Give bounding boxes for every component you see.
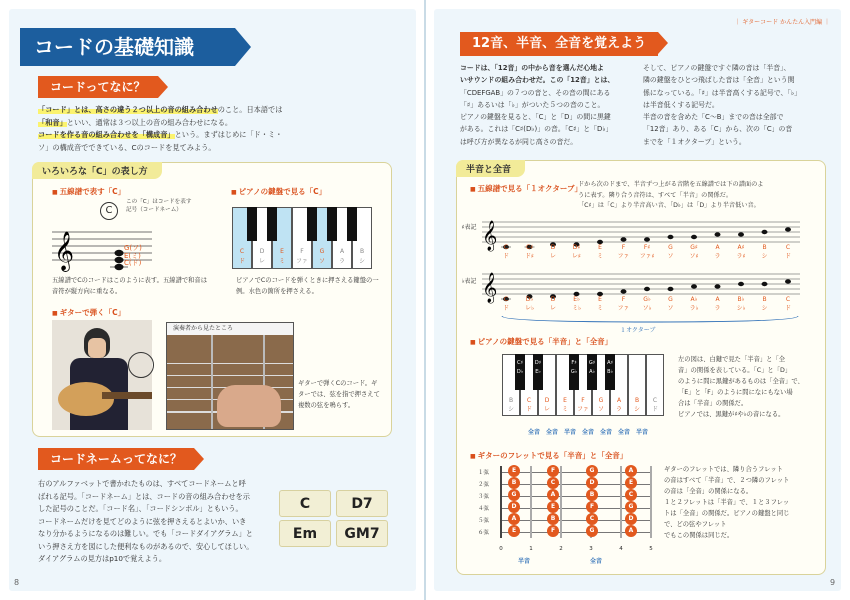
fret-interval: 全音 <box>590 558 603 565</box>
key-label-ja: ファ <box>577 406 589 413</box>
note-name-ja: ド <box>784 253 791 260</box>
key-label-en: G <box>319 248 325 255</box>
keyboard-explanation <box>678 354 818 420</box>
highlight-text: 「コード」とは、高さの違う２つ以上の音の組み合わせ <box>38 105 218 114</box>
key-label-ja: ミ <box>278 258 285 265</box>
body-line <box>38 117 393 130</box>
body-line: 半音の音を含めた「C～B」までの音は全部で <box>643 113 784 122</box>
fret-note: G <box>586 465 598 477</box>
fret-note: D <box>625 513 637 525</box>
note-name: D <box>550 244 556 251</box>
fret-note: E <box>508 525 520 537</box>
interval-label: 半音 <box>563 429 576 436</box>
interval-label: 全音 <box>545 429 558 436</box>
staff-label: ■ 五線譜で表す「C」 <box>52 186 125 197</box>
keyboard-label: ■ ピアノの鍵盤で見る「C」 <box>231 186 326 197</box>
note-name: G♯ <box>690 244 698 251</box>
left-page-number: 8 <box>14 578 20 587</box>
note-name-ja: シ <box>761 253 768 260</box>
fret-interval: 半音 <box>518 558 531 565</box>
scale-note <box>738 232 744 236</box>
note-name-e: E(ミ) <box>124 251 141 260</box>
key-label-en: A <box>616 397 622 404</box>
black-key <box>515 354 525 390</box>
section-heading-what-is-chord: コードってなに？ <box>38 76 158 98</box>
note-name: F <box>621 296 626 303</box>
note-name-ja: ラ♭ <box>689 305 699 312</box>
note-name-ja: ソ♯ <box>689 253 699 260</box>
fret-wire <box>560 466 562 538</box>
body-line: は半音低くする記号だ。 <box>643 100 719 109</box>
key-label-en: C <box>526 397 532 404</box>
fret-wire <box>500 466 502 538</box>
keyboard-caption: ピアノでCのコードを弾くときに押さえる鍵盤の一例。水色の箇所を押さえる。 <box>236 277 379 295</box>
piano-keyboard-c <box>232 207 374 269</box>
string-label: ６弦 <box>478 530 490 536</box>
note-name-ja: ファ <box>617 305 630 312</box>
black-key-label: E♭ <box>535 369 541 375</box>
interval-label: 全音 <box>599 429 612 436</box>
scale-note <box>668 287 674 291</box>
black-key-label: F♯ <box>571 360 577 366</box>
treble-clef-icon: 𝄞 <box>482 221 498 251</box>
page-title: コードの基礎知識 <box>20 28 235 66</box>
body-line: で、どの弦やフレット <box>664 521 727 528</box>
closeup-label: 演奏者から見たところ <box>167 323 293 335</box>
note-name: A <box>715 244 720 251</box>
body-line: した記号のことだ。「コード名」、「コードシンボル」ともいう。 <box>38 504 243 513</box>
string-label: ２弦 <box>478 482 490 488</box>
body-line: 「E」と「F」のように間になにもない場 <box>678 389 793 396</box>
note-name: C <box>503 296 509 303</box>
body-line: ばれる記号。「コードネーム」とは、コードの音の組み合わせを示 <box>38 491 250 501</box>
interval-label: 全音 <box>617 429 630 436</box>
key-label-ja: ソ <box>597 406 604 413</box>
scale-note <box>785 227 791 231</box>
note-name: D <box>550 296 556 303</box>
note-name-ja: レ <box>549 253 556 260</box>
note-name: F <box>621 244 626 251</box>
key-label-en: F <box>581 397 585 404</box>
fret-note: B <box>547 513 559 525</box>
key-label-ja: シ <box>507 406 514 413</box>
note-name: E♭ <box>573 296 580 303</box>
body-line: の音は「全音」の関係になる。 <box>664 488 753 495</box>
chord-name-gm7: GM7 <box>336 520 388 547</box>
fret-number: 4 <box>619 546 623 552</box>
key-label-en: E <box>280 248 284 255</box>
note-name-ja: ド <box>502 305 509 312</box>
black-key <box>587 354 597 390</box>
octave-staff-label: ■ 五線譜で見る「１オクターブ」 <box>470 183 582 194</box>
black-key-label: B♭ <box>607 369 613 375</box>
section-heading-12-notes: 12音、半音、全音を覚えよう <box>460 32 658 56</box>
black-key-label: D♭ <box>516 369 524 375</box>
black-key <box>307 207 317 241</box>
key-label-ja: ド <box>651 406 658 413</box>
scale-note <box>621 237 627 241</box>
treble-clef-icon: 𝄞 <box>482 273 498 303</box>
key-label-en: B <box>359 248 365 255</box>
octave-staff-intro <box>578 180 823 212</box>
note-name-ja: ラ♯ <box>736 253 746 260</box>
fret-intervals <box>478 546 654 568</box>
fret-note: G <box>625 501 637 513</box>
note-name-ja: ド <box>784 305 791 312</box>
note-name: F♯ <box>643 244 651 251</box>
fret-note: B <box>508 477 520 489</box>
note-name: C <box>503 244 509 251</box>
fret-wire <box>650 466 652 538</box>
zoom-circle <box>128 352 154 378</box>
fret-note: D <box>508 501 520 513</box>
chord-name-d7: D7 <box>336 490 388 517</box>
note-name: B <box>762 244 767 251</box>
note-name: A <box>715 296 720 303</box>
fret-number: 3 <box>589 546 593 552</box>
black-key-label: D♯ <box>534 360 542 366</box>
section2-body <box>38 478 276 566</box>
book-spine <box>424 0 426 600</box>
key-label-en: B <box>634 397 640 404</box>
staff-note-names <box>124 245 142 268</box>
note-name-ja: ラ <box>714 305 721 312</box>
key-label-en: C <box>239 248 245 255</box>
body-text: ソ」の構成音でできている、Cのコードを見てみよう。 <box>38 142 216 152</box>
note-name-ja: ラ <box>714 253 721 260</box>
string-label: １弦 <box>478 470 490 476</box>
chord-name-em: Em <box>279 520 331 547</box>
note-name: C <box>785 244 791 251</box>
chord-name-c: C <box>279 490 331 517</box>
fret-number: 5 <box>649 546 653 552</box>
black-key <box>533 354 543 390</box>
black-key <box>569 354 579 390</box>
body-line: までを「１オクターブ」という。 <box>643 137 746 146</box>
body-line: 「C♯」は「C」より半音高い音、「D♭」は「D」より半音低い音。 <box>578 202 760 209</box>
staff-note: この「C」はコードを表す記号（コードネーム） <box>126 199 192 213</box>
key-label-ja: ラ <box>615 406 622 413</box>
chord-staff <box>52 222 162 274</box>
note-name: B <box>762 296 767 303</box>
key-label-en: G <box>598 397 604 404</box>
interval-label: 全音 <box>581 429 594 436</box>
fret-number: 0 <box>499 546 503 552</box>
body-line: 音」の関係を表している。「C」と「D」 <box>678 367 792 374</box>
note-name-ja: レ <box>549 305 556 312</box>
keyboard-intervals <box>502 421 664 439</box>
fret-note: C <box>547 477 559 489</box>
body-text: のこと。日本語では <box>217 105 283 114</box>
body-line: なり分かるようになるのは難しい。でも「コードダイアグラム」と <box>38 529 253 538</box>
body-line: いう押さえ方を図にした便利なものがあるので、安心してほしい。 <box>38 541 254 551</box>
note-name: G♭ <box>643 296 651 303</box>
body-line: ダイアグラムの見方はp10で覚えよう。 <box>38 554 167 563</box>
body-line: １と２フレットは「半音」で、１と３フレッ <box>664 499 790 506</box>
fret-label: ■ ギターのフレットで見る「半音」と「全音」 <box>470 450 627 461</box>
guitar-label: ■ ギターで弾く「C」 <box>52 307 125 318</box>
fret-note: E <box>625 477 637 489</box>
body-line: 「♯」あるいは「♭」がついた５つの音のこと。 <box>460 100 605 109</box>
fret-explanation <box>664 464 814 541</box>
note-name-ja: ミ <box>596 305 603 312</box>
scale-note <box>785 279 791 283</box>
body-line: は呼び方が異なるが同じ高さの音だ。 <box>460 137 578 146</box>
black-key-label: G♭ <box>570 369 578 375</box>
black-key <box>605 354 615 390</box>
intro-column-1 <box>460 62 635 148</box>
string-label: ５弦 <box>478 518 490 524</box>
fret-note: E <box>508 465 520 477</box>
body-line: 合は「半音」の関係だ。 <box>678 400 748 407</box>
note-name-ja: ミ <box>596 253 603 260</box>
note-name-ja: ミ♭ <box>572 305 581 312</box>
body-line: コードネームだけを見てどのように弦を押さえるとよいか、いき <box>38 516 247 526</box>
black-key-label: A♭ <box>589 369 595 375</box>
note-name-ja: ファ♯ <box>639 253 655 260</box>
note-name: D♭ <box>525 296 534 303</box>
flat-note-names <box>482 296 802 316</box>
staff-caption: 五線譜でCのコードはこのように表す。五線譜で和音は音符が縦方向に重なる。 <box>52 277 208 295</box>
guitar-closeup-photo <box>166 322 294 430</box>
body-line: ピアノでは、黒鍵が♯や♭の音になる。 <box>678 411 785 418</box>
body-line: コードは、「12音」の中から音を選んだ心地よ <box>460 64 604 72</box>
fret-note: A <box>625 525 637 537</box>
key-label-en: C <box>652 397 658 404</box>
note-name-ja: ド <box>502 253 509 260</box>
fret-number: 1 <box>529 546 533 552</box>
right-page-number: 9 <box>830 578 836 587</box>
note-name-ja: シ <box>761 305 768 312</box>
scale-note <box>668 235 674 239</box>
note-name-ja: ソ <box>667 253 674 260</box>
note-name: E <box>598 296 602 303</box>
fret-wire <box>530 466 532 538</box>
scale-note <box>738 282 744 286</box>
string-label: ４弦 <box>478 506 490 512</box>
section1-body <box>38 104 393 154</box>
highlight-text: コードを作る音の組み合わせを「構成音」 <box>38 130 175 139</box>
key-label-ja: レ <box>543 406 550 413</box>
note-name: A♭ <box>690 296 698 303</box>
body-line: 隣の鍵盤をひとつ飛ばした音は「全音」という関 <box>643 76 795 85</box>
black-key-label: A♯ <box>607 360 613 366</box>
white-key <box>628 354 646 416</box>
body-line <box>38 142 393 155</box>
key-label-en: F <box>300 248 304 255</box>
note-name: D♯ <box>572 244 581 251</box>
scale-note <box>715 232 721 236</box>
flat-label: ♭表記 <box>461 278 477 285</box>
body-line: でもこの関係は同じだ。 <box>664 532 734 539</box>
body-text: といい、通常は３つ以上の音の組み合わせになる。 <box>66 117 233 127</box>
key-label-ja: ミ <box>561 406 568 413</box>
octave-label: １オクターブ <box>620 327 656 334</box>
key-label-en: D <box>544 397 550 404</box>
fret-number: 2 <box>559 546 563 552</box>
guitar-fretboard <box>478 466 654 544</box>
scale-note <box>762 282 768 286</box>
running-head: ｜ ギターコード かんたん入門編 ｜ <box>734 19 830 26</box>
note-name-c: C(ド) <box>124 259 142 267</box>
note-name: E <box>598 244 602 251</box>
body-line <box>38 129 393 142</box>
panel-title: いろいろな「C」の表し方 <box>32 162 162 179</box>
note-name-ja: シ♭ <box>736 305 746 312</box>
note-name-ja: ファ <box>617 253 630 260</box>
key-label-ja: ド <box>238 258 245 265</box>
note-name: G <box>668 244 673 251</box>
note-name: B♭ <box>737 296 745 303</box>
note-name: C♯ <box>525 244 534 251</box>
key-label-ja: シ <box>633 406 640 413</box>
body-line: ピアノの鍵盤を見ると、「C」と「D」の間に黒鍵 <box>460 113 611 122</box>
fret-note: A <box>508 513 520 525</box>
black-key <box>347 207 357 241</box>
fret-note: F <box>586 501 598 513</box>
body-line <box>38 104 393 117</box>
fret-note: G <box>508 489 520 501</box>
body-line: 「CDEFGAB」の７つの音と、その音の間にある <box>460 88 611 97</box>
black-key <box>327 207 337 241</box>
sharp-note-names <box>482 244 802 264</box>
treble-clef-icon: 𝄞 <box>54 231 75 271</box>
black-key <box>267 207 277 241</box>
body-line: 「12音」あり、ある「C」から、次の「C」の音 <box>643 125 793 134</box>
section-heading-chord-name: コードネームってなに？ <box>38 448 194 470</box>
body-line: そして、ピアノの鍵盤ですぐ隣の音は「半音」、 <box>643 64 791 72</box>
string-label: ３弦 <box>478 494 490 500</box>
body-line: うに表す。隣り合う音符は、すべて「半音」の関係だ。 <box>578 191 733 199</box>
body-line: 係になっている。「♯」は半音高くする記号で、「♭」 <box>643 88 802 97</box>
fret-note: C <box>586 513 598 525</box>
key-label-ja: ラ <box>338 258 345 265</box>
piano-keyboard-octave <box>502 354 664 416</box>
fret-note: A <box>547 489 559 501</box>
note-name-ja: レ♭ <box>525 305 534 312</box>
body-line: ギターのフレットでは、隣り合うフレット <box>664 466 783 473</box>
black-key-label: C♯ <box>517 360 523 366</box>
body-line: がある。これは「C♯(D♭)」の音。「C♯」と「D♭」 <box>460 125 613 134</box>
note-name-g: G(ソ) <box>124 244 142 252</box>
key-label-ja: ド <box>525 406 532 413</box>
white-key <box>646 354 664 416</box>
scale-note <box>691 284 697 288</box>
scale-note <box>715 284 721 288</box>
kb-semitone-label: ■ ピアノの鍵盤で見る「半音」と「全音」 <box>470 336 612 347</box>
key-label-ja: ソ <box>318 258 325 265</box>
body-text: という。まずはじめに「ド・ミ・ <box>174 130 283 139</box>
fret-note: F <box>547 525 559 537</box>
body-line: 右のアルファベットで書かれたものは、すべてコードネームと呼 <box>38 479 246 488</box>
fret-note: E <box>547 501 559 513</box>
body-line: の音はすべて「半音」で、２つ隣のフレット <box>664 477 790 484</box>
key-label-ja: ファ <box>296 258 308 265</box>
scale-note <box>644 287 650 291</box>
note-name-ja: ド♯ <box>525 253 534 260</box>
fret-note: B <box>586 489 598 501</box>
note-name-ja: ソ♭ <box>642 305 652 312</box>
key-label-ja: レ <box>258 258 265 265</box>
note-name: C <box>785 296 791 303</box>
chord-symbol-circle: C <box>100 202 118 220</box>
interval-label: 半音 <box>635 429 648 436</box>
fret-note: C <box>625 489 637 501</box>
key-label-en: A <box>339 248 345 255</box>
body-line: 左の図は、白鍵で見た「半音」と「全 <box>678 356 786 363</box>
note-name: A♯ <box>737 244 745 251</box>
fret-note: A <box>625 465 637 477</box>
sharp-label: ♯表記 <box>461 224 477 231</box>
key-label-en: B <box>508 397 514 404</box>
note-name-ja: レ♯ <box>572 253 581 260</box>
scale-note <box>644 237 650 241</box>
intro-column-2 <box>643 62 818 148</box>
body-line: ドから次のドまで、半音ずつ上がる音階を五線譜では下の譜面のよ <box>578 181 764 188</box>
scale-note <box>691 235 697 239</box>
highlight-text: 「和音」 <box>38 117 67 127</box>
scale-note <box>621 289 627 293</box>
fret-note: D <box>586 477 598 489</box>
guitar-caption: ギターで弾くCのコード。ギターでは、弦を指で押さえて複数の弦を鳴らす。 <box>298 380 380 409</box>
fret-note: G <box>586 525 598 537</box>
body-line: のように間に黒鍵があるものは「全音」で、 <box>678 378 804 385</box>
black-key-label: G♯ <box>588 360 596 366</box>
body-line: トは「全音」の関係だ。ピアノの鍵盤と同じ <box>664 510 790 517</box>
note-name: G <box>668 296 673 303</box>
key-label-en: E <box>563 397 567 404</box>
fret-note: F <box>547 465 559 477</box>
semitone-panel-title: 半音と全音 <box>456 160 525 177</box>
interval-label: 全音 <box>527 429 540 436</box>
fret-wire <box>620 466 622 538</box>
note-name-ja: ソ <box>667 305 674 312</box>
key-label-ja: シ <box>358 258 365 265</box>
key-label-en: D <box>259 248 265 255</box>
scale-note <box>762 230 768 234</box>
body-line: いサウンドの組み合わせだ。この「12音」とは、 <box>460 76 615 85</box>
black-key <box>247 207 257 241</box>
